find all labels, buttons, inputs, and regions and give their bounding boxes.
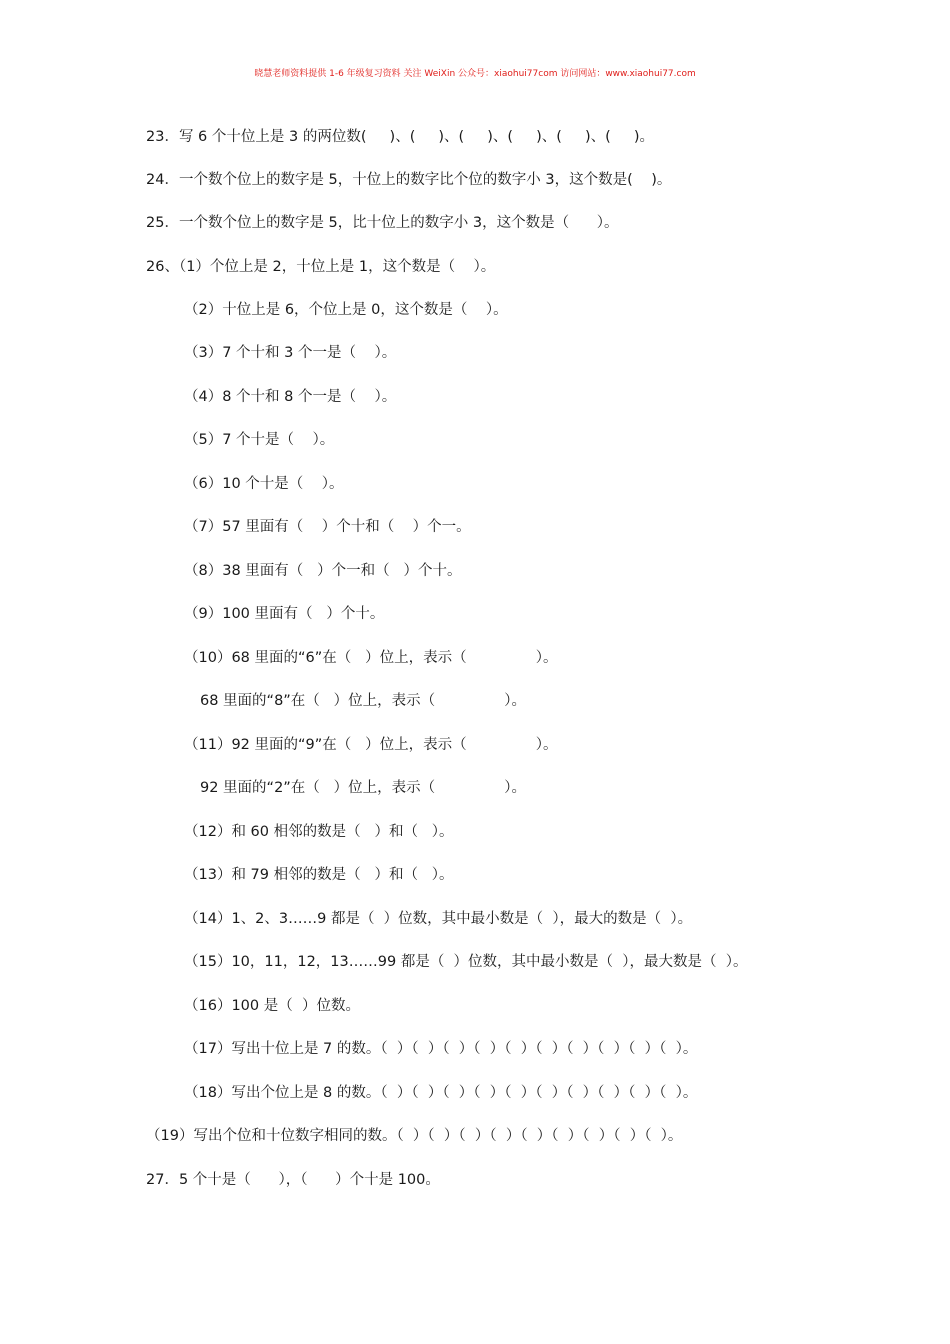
question-26-15: （15）10，11，12，13……99 都是（ ）位数，其中最小数是（ ），最大数是（ ）。 bbox=[184, 954, 748, 970]
question-26-14: （14）1、2、3……9 都是（ ）位数，其中最小数是（ ），最大的数是（ ）。 bbox=[184, 911, 693, 927]
question-26-7: （7）57 里面有（ ）个十和（ ）个一。 bbox=[184, 519, 471, 535]
question-26-11a: （11）92 里面的“9”在（ ）位上，表示（ ）。 bbox=[184, 737, 558, 753]
question-24: 24．一个数个位上的数字是 5，十位上的数字比个位的数字小 3，这个数是( )。 bbox=[146, 172, 672, 188]
header-watermark-text: 晓慧老师资料提供 1-6 年级复习资料 关注 WeiXin 公众号：xiaohui77com 访问网站：www.xiaohui77.com bbox=[254, 69, 696, 79]
question-23: 23．写 6 个十位上是 3 的两位数( )、( )、( )、( )、( )、( )。 bbox=[146, 129, 654, 145]
question-26-19: （19）写出个位和十位数字相同的数。（ ）（ ）（ ）（ ）（ ）（ ）（ ）（ ）（ ）。 bbox=[146, 1128, 683, 1144]
question-26-17: （17）写出十位上是 7 的数。（ ）（ ）（ ）（ ）（ ）（ ）（ ）（ ）（ ）（ ）。 bbox=[184, 1041, 698, 1057]
question-26-4: （4）8 个十和 8 个一是（ ）。 bbox=[184, 389, 397, 405]
question-26-6: （6）10 个十是（ ）。 bbox=[184, 476, 344, 492]
question-25: 25．一个数个位上的数字是 5，比十位上的数字小 3，这个数是（ ）。 bbox=[146, 215, 619, 231]
question-26-3: （3）7 个十和 3 个一是（ ）。 bbox=[184, 345, 397, 361]
question-26-16: （16）100 是（ ）位数。 bbox=[184, 998, 360, 1014]
question-26-1: 26、（1）个位上是 2，十位上是 1，这个数是（ ）。 bbox=[146, 259, 496, 275]
question-26-10a: （10）68 里面的“6”在（ ）位上，表示（ ）。 bbox=[184, 650, 558, 666]
question-26-12: （12）和 60 相邻的数是（ ）和（ ）。 bbox=[184, 824, 454, 840]
question-26-2: （2）十位上是 6，个位上是 0，这个数是（ ）。 bbox=[184, 302, 508, 318]
question-26-13: （13）和 79 相邻的数是（ ）和（ ）。 bbox=[184, 867, 454, 883]
question-26-8: （8）38 里面有（ ）个一和（ ）个十。 bbox=[184, 563, 462, 579]
question-26-10b: 68 里面的“8”在（ ）位上，表示（ ）。 bbox=[200, 693, 527, 709]
question-26-11b: 92 里面的“2”在（ ）位上，表示（ ）。 bbox=[200, 780, 527, 796]
question-26-9: （9）100 里面有（ ）个十。 bbox=[184, 606, 385, 622]
question-27: 27．5 个十是（ ），（ ）个十是 100。 bbox=[146, 1172, 440, 1188]
question-26-18: （18）写出个位上是 8 的数。（ ）（ ）（ ）（ ）（ ）（ ）（ ）（ ）（ ）（ ）。 bbox=[184, 1085, 698, 1101]
question-26-5: （5）7 个十是（ ）。 bbox=[184, 432, 335, 448]
